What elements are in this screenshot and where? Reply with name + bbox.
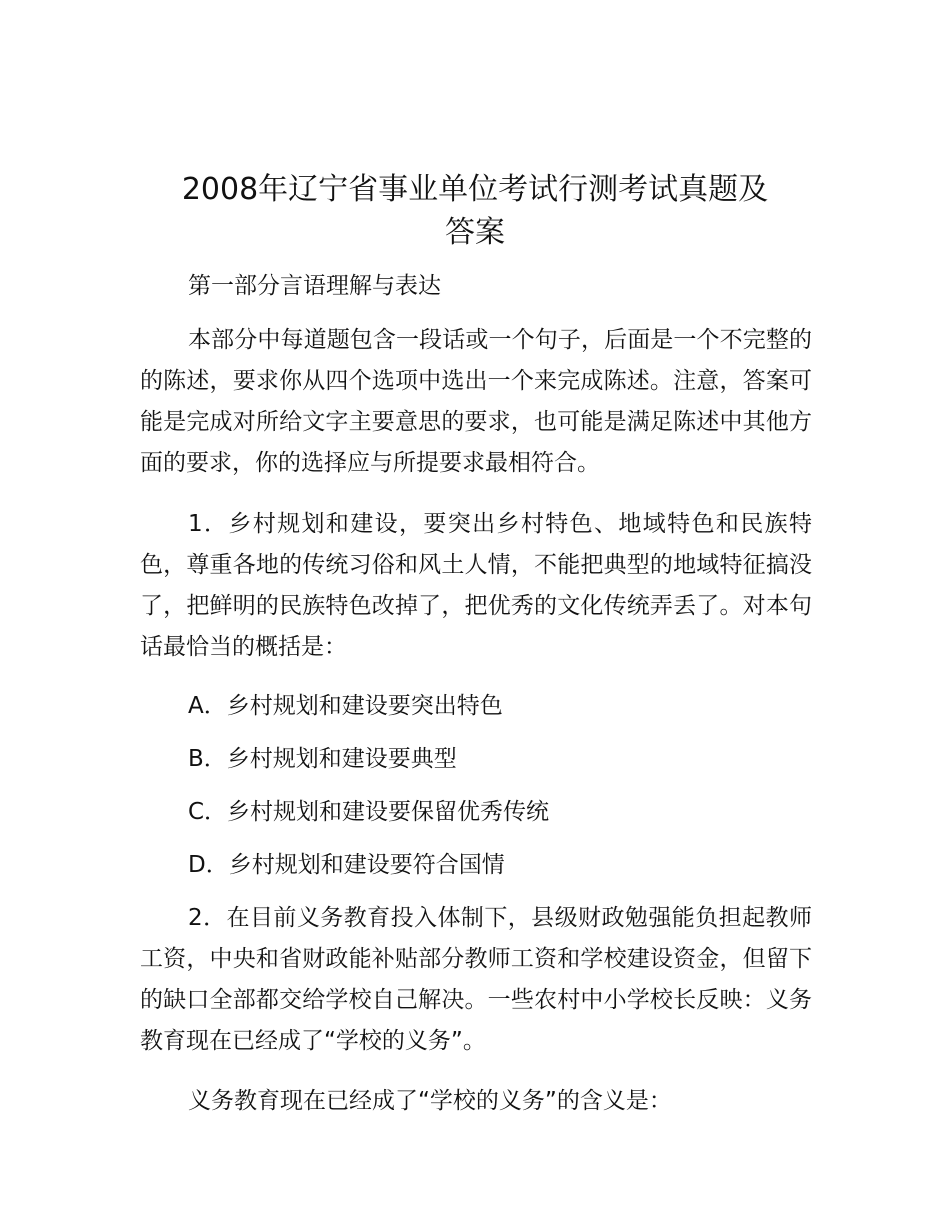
- question-1-option-c: C．乡村规划和建设要保留优秀传统: [188, 799, 550, 825]
- section-heading: 第一部分言语理解与表达: [188, 273, 441, 299]
- question-2-stem: 2．在目前义务教育投入体制下，县级财政勉强能负担起教师工资，中央和省财政能补贴部分教师工资和学校建设资金，但留下的缺口全部都交给学校自己解决。一些农村中小学校长反映：义务教育现在已经成了“学校的义务”。: [140, 905, 812, 1054]
- instructions-paragraph: 本部分中每道题包含一段话或一个句子，后面是一个不完整的的陈述，要求你从四个选项中选出一个来完成陈述。注意，答案可能是完成对所给文字主要意思的要求，也可能是满足陈述中其他方面的要求，你的选择应与所提要求最相符合。: [140, 327, 812, 476]
- question-1-option-b: B．乡村规划和建设要典型: [188, 746, 457, 772]
- question-1-option-d: D．乡村规划和建设要符合国情: [188, 852, 505, 878]
- question-2-sub-question: 义务教育现在已经成了“学校的义务”的含义是：: [188, 1088, 672, 1114]
- question-1-option-a: A．乡村规划和建设要突出特色: [188, 693, 503, 719]
- title-line-1: 2008年辽宁省事业单位考试行测考试真题及: [181, 172, 769, 207]
- document-title: [140, 168, 810, 254]
- title-line-2: 答案: [445, 215, 505, 250]
- question-1-stem: 1．乡村规划和建设，要突出乡村特色、地域特色和民族特色，尊重各地的传统习俗和风土人情，不能把典型的地域特征搞没了，把鲜明的民族特色改掉了，把优秀的文化传统弄丢了。对本句话最恰当的概括是：: [140, 511, 812, 660]
